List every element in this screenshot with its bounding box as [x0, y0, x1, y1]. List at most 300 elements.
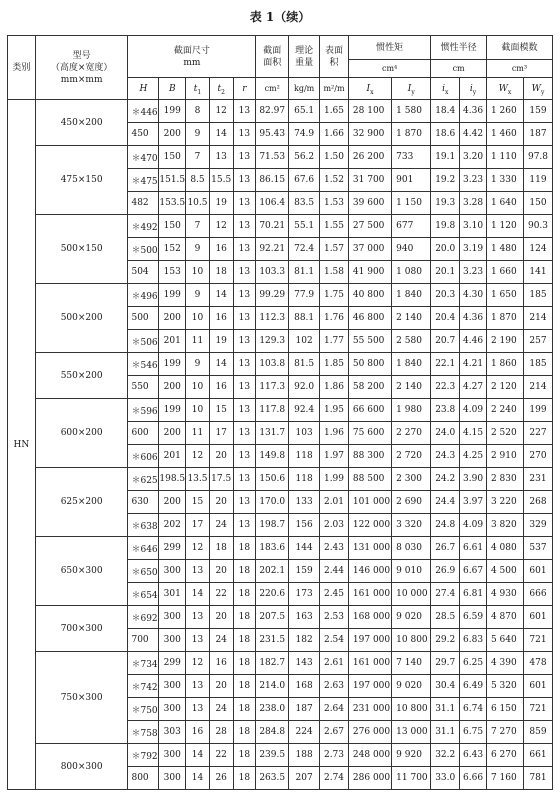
table-cell: 630	[128, 491, 159, 514]
table-cell: 2.43	[320, 537, 349, 560]
area-header	[256, 36, 289, 78]
table-cell: 4.36	[460, 307, 487, 330]
table-cell: 31 700	[348, 169, 391, 192]
table-cell: 131 000	[348, 537, 391, 560]
table-cell: 86.15	[256, 169, 289, 192]
table-cell: 13	[233, 422, 256, 445]
table-cell: 4 930	[486, 583, 523, 606]
table-cell: 18	[233, 629, 256, 652]
table-cell: 601	[524, 606, 553, 629]
table-cell: ＊650	[128, 560, 159, 583]
table-cell: 15.5	[209, 169, 233, 192]
table-cell: 26 200	[348, 146, 391, 169]
table-cell: 37 000	[348, 238, 391, 261]
table-cell: ＊734	[128, 652, 159, 675]
table-cell: 19	[209, 192, 233, 215]
model-cell: 625×200	[35, 468, 128, 537]
area-header-line1: 截面	[263, 45, 282, 56]
table-cell: 201	[159, 330, 186, 353]
table-cell: 66 600	[348, 399, 391, 422]
radius-header: 惯性半径	[431, 36, 487, 60]
table-cell: 201	[159, 445, 186, 468]
surface-header-line2: 积	[329, 57, 339, 68]
table-cell: 13	[233, 491, 256, 514]
table-cell: 18	[233, 606, 256, 629]
table-cell: 214.0	[256, 675, 289, 698]
table-cell: 10.5	[186, 192, 210, 215]
table-cell: 182	[289, 629, 320, 652]
table-cell: 537	[524, 537, 553, 560]
table-cell: 10 800	[392, 629, 431, 652]
table-cell: 2.64	[320, 698, 349, 721]
table-cell: 24.4	[431, 491, 460, 514]
table-cell: 2 240	[486, 399, 523, 422]
section-dims-label: 截面尺寸	[173, 45, 210, 56]
table-cell: 133	[289, 491, 320, 514]
table-cell: 185	[524, 284, 553, 307]
table-cell: 197 000	[348, 629, 391, 652]
table-cell: 198.5	[159, 468, 186, 491]
col-ix	[431, 78, 460, 100]
table-cell: 2.53	[320, 606, 349, 629]
table-cell: 1 460	[486, 123, 523, 146]
table-cell: 24.3	[431, 445, 460, 468]
table-cell: 20	[209, 560, 233, 583]
table-cell: 6.49	[460, 675, 487, 698]
table-cell: 6.61	[460, 537, 487, 560]
table-cell: 13	[233, 468, 256, 491]
table-cell: 75 600	[348, 422, 391, 445]
weight-header-line1: 理论	[295, 45, 314, 56]
table-cell: 800	[128, 767, 159, 790]
table-cell: 150	[159, 146, 186, 169]
table-title: 表 1（续）	[249, 10, 311, 24]
table-cell: 7 160	[486, 767, 523, 790]
table-cell: 13	[233, 399, 256, 422]
col-H: H	[128, 78, 159, 100]
table-cell: 286 000	[348, 767, 391, 790]
table-cell: 3 820	[486, 514, 523, 537]
table-cell: 18.6	[431, 123, 460, 146]
table-cell: 14	[209, 353, 233, 376]
table-cell: 4.46	[460, 330, 487, 353]
table-cell: ＊470	[128, 146, 159, 169]
table-cell: 3.23	[460, 169, 487, 192]
table-cell: 12	[209, 100, 233, 123]
table-cell: 122 000	[348, 514, 391, 537]
table-cell: 9 020	[392, 606, 431, 629]
table-cell: 1.57	[320, 238, 349, 261]
table-cell: 81.5	[289, 353, 320, 376]
table-cell: 1.96	[320, 422, 349, 445]
table-cell: 2 830	[486, 468, 523, 491]
table-cell: 141	[524, 261, 553, 284]
table-cell: 18	[233, 721, 256, 744]
table-cell: 13	[186, 560, 210, 583]
radius-unit: cm	[431, 60, 487, 78]
table-cell: 257	[524, 330, 553, 353]
table-cell: 10	[186, 307, 210, 330]
table-cell: 185	[524, 353, 553, 376]
table-cell: 478	[524, 652, 553, 675]
table-cell: 4.21	[460, 353, 487, 376]
model-cell: 475×150	[35, 146, 128, 215]
table-cell: 22.3	[431, 376, 460, 399]
table-cell: 1.58	[320, 261, 349, 284]
table-cell: 41 900	[348, 261, 391, 284]
table-cell: 1.95	[320, 399, 349, 422]
table-cell: 150.6	[256, 468, 289, 491]
model-cell: 550×200	[35, 353, 128, 399]
table-cell: 301	[159, 583, 186, 606]
table-cell: 19.8	[431, 215, 460, 238]
table-cell: 721	[524, 629, 553, 652]
table-cell: 3.10	[460, 215, 487, 238]
table-cell: 150	[524, 192, 553, 215]
table-cell: 6.59	[460, 606, 487, 629]
table-cell: 2 140	[392, 376, 431, 399]
table-cell: 4.30	[460, 284, 487, 307]
table-cell: 18	[233, 537, 256, 560]
table-cell: 20	[209, 445, 233, 468]
table-cell: 2 910	[486, 445, 523, 468]
table-cell: 22.1	[431, 353, 460, 376]
table-cell: 1 120	[486, 215, 523, 238]
table-cell: 2.54	[320, 629, 349, 652]
table-cell: 168	[289, 675, 320, 698]
table-cell: 70.21	[256, 215, 289, 238]
table-cell: 276 000	[348, 721, 391, 744]
table-cell: 13	[233, 238, 256, 261]
table-cell: 198.7	[256, 514, 289, 537]
table-cell: 17.5	[209, 468, 233, 491]
table-cell: 72.4	[289, 238, 320, 261]
table-cell: 11	[186, 422, 210, 445]
table-cell: ＊546	[128, 353, 159, 376]
table-cell: 11 700	[392, 767, 431, 790]
modulus-unit: cm³	[486, 60, 552, 78]
table-row	[8, 146, 553, 169]
table-cell: 197 000	[348, 675, 391, 698]
table-cell: 19.2	[431, 169, 460, 192]
table-cell: 9	[186, 284, 210, 307]
table-cell: 118	[289, 468, 320, 491]
table-cell: 8	[186, 100, 210, 123]
table-cell: 27.4	[431, 583, 460, 606]
table-cell: 7 140	[392, 652, 431, 675]
table-cell: 16	[209, 376, 233, 399]
table-cell: 15	[186, 491, 210, 514]
model-cell: 500×150	[35, 215, 128, 284]
model-cell: 600×200	[35, 399, 128, 468]
table-cell: 10	[186, 261, 210, 284]
col-iy-symbol: i	[469, 83, 473, 94]
table-cell: 1.50	[320, 146, 349, 169]
table-cell: 92.21	[256, 238, 289, 261]
table-cell: 20.3	[431, 284, 460, 307]
model-header	[35, 36, 128, 100]
table-cell: ＊496	[128, 284, 159, 307]
table-cell: 26.9	[431, 560, 460, 583]
table-cell: 4.25	[460, 445, 487, 468]
table-cell: ＊646	[128, 537, 159, 560]
table-cell: 666	[524, 583, 553, 606]
table-cell: 13	[233, 169, 256, 192]
col-Wx	[486, 78, 523, 100]
table-cell: 30.4	[431, 675, 460, 698]
table-cell: 1.86	[320, 376, 349, 399]
table-cell: 28	[209, 721, 233, 744]
table-cell: 601	[524, 675, 553, 698]
weight-unit: kg/m	[289, 78, 320, 100]
table-cell: 24	[209, 698, 233, 721]
table-cell: 1.77	[320, 330, 349, 353]
table-cell: 248 000	[348, 744, 391, 767]
table-cell: ＊742	[128, 675, 159, 698]
table-cell: 39 600	[348, 192, 391, 215]
table-cell: 284.8	[256, 721, 289, 744]
table-cell: 13	[233, 284, 256, 307]
col-Iy	[392, 78, 431, 100]
table-cell: 13	[186, 606, 210, 629]
table-cell: 56.2	[289, 146, 320, 169]
table-cell: 15	[209, 399, 233, 422]
table-cell: 2.67	[320, 721, 349, 744]
table-cell: 159	[524, 100, 553, 123]
table-cell: 6.43	[460, 744, 487, 767]
table-cell: 18.4	[431, 100, 460, 123]
table-cell: 214	[524, 376, 553, 399]
table-cell: 12	[186, 537, 210, 560]
table-cell: ＊692	[128, 606, 159, 629]
table-cell: 1.53	[320, 192, 349, 215]
table-cell: 303	[159, 721, 186, 744]
model-cell: 800×300	[35, 744, 128, 790]
col-t2-sub: 2	[221, 88, 225, 96]
col-ix-sub: x	[444, 88, 449, 96]
table-cell: 1 330	[486, 169, 523, 192]
inertia-header: 惯性矩	[348, 36, 430, 60]
table-cell: 1.76	[320, 307, 349, 330]
table-cell: 9 010	[392, 560, 431, 583]
col-B: B	[159, 78, 186, 100]
table-cell: 13	[233, 353, 256, 376]
section-dims-header	[128, 36, 256, 78]
table-cell: 18	[209, 537, 233, 560]
table-cell: 19.1	[431, 146, 460, 169]
table-cell: 18	[233, 698, 256, 721]
table-cell: 1.85	[320, 353, 349, 376]
table-cell: 4 080	[486, 537, 523, 560]
table-cell: 28 100	[348, 100, 391, 123]
table-cell: 124	[524, 238, 553, 261]
table-cell: 220.6	[256, 583, 289, 606]
table-cell: 19.3	[431, 192, 460, 215]
col-t2-symbol: t	[217, 83, 222, 94]
table-cell: 97.8	[524, 146, 553, 169]
table-cell: 168 000	[348, 606, 391, 629]
table-cell: 117.8	[256, 399, 289, 422]
table-cell: 300	[159, 744, 186, 767]
table-row	[8, 215, 553, 238]
table-cell: 1 480	[486, 238, 523, 261]
table-cell: 24	[209, 514, 233, 537]
table-cell: 13	[209, 146, 233, 169]
table-cell: 9 920	[392, 744, 431, 767]
table-cell: 4 500	[486, 560, 523, 583]
table-cell: 26.7	[431, 537, 460, 560]
table-cell: 102	[289, 330, 320, 353]
table-cell: 7 270	[486, 721, 523, 744]
table-cell: 20	[209, 491, 233, 514]
table-row	[8, 100, 553, 123]
table-cell: 17	[209, 422, 233, 445]
table-cell: 2.74	[320, 767, 349, 790]
table-cell: 18	[233, 560, 256, 583]
table-cell: ＊500	[128, 238, 159, 261]
table-cell: 13	[233, 192, 256, 215]
table-cell: ＊475	[128, 169, 159, 192]
table-cell: 3 220	[486, 491, 523, 514]
surface-header	[320, 36, 349, 78]
table-cell: 4 870	[486, 606, 523, 629]
table-cell: 13	[233, 123, 256, 146]
table-row	[8, 284, 553, 307]
table-cell: 199	[159, 399, 186, 422]
table-cell: 144	[289, 537, 320, 560]
table-cell: 1.75	[320, 284, 349, 307]
table-cell: 3.97	[460, 491, 487, 514]
table-cell: 202	[159, 514, 186, 537]
table-cell: 1 840	[392, 353, 431, 376]
table-cell: 268	[524, 491, 553, 514]
table-cell: ＊606	[128, 445, 159, 468]
table-cell: 92.0	[289, 376, 320, 399]
table-cell: 500	[128, 307, 159, 330]
table-cell: 2.45	[320, 583, 349, 606]
col-t1-sub: 1	[197, 88, 202, 96]
table-cell: 161 000	[348, 652, 391, 675]
table-cell: 55.1	[289, 215, 320, 238]
table-cell: 3 320	[392, 514, 431, 537]
table-cell: 146 000	[348, 560, 391, 583]
table-cell: 214	[524, 307, 553, 330]
table-cell: 99.29	[256, 284, 289, 307]
table-cell: 4.15	[460, 422, 487, 445]
table-cell: 6.81	[460, 583, 487, 606]
table-cell: 90.3	[524, 215, 553, 238]
col-r: r	[233, 78, 256, 100]
col-Wx-sub: x	[507, 88, 512, 96]
col-Wx-symbol: W	[498, 83, 508, 94]
table-cell: 14	[186, 744, 210, 767]
table-cell: 13	[233, 261, 256, 284]
table-cell: 187	[524, 123, 553, 146]
table-cell: 20.0	[431, 238, 460, 261]
table-cell: ＊492	[128, 215, 159, 238]
model-header-sub: （高度×宽度）	[50, 62, 113, 73]
col-ix-symbol: i	[442, 83, 445, 94]
table-cell: 20.7	[431, 330, 460, 353]
table-cell: 173	[289, 583, 320, 606]
table-cell: 112.3	[256, 307, 289, 330]
table-cell: 16	[209, 238, 233, 261]
table-cell: 23.8	[431, 399, 460, 422]
table-cell: 9	[186, 238, 210, 261]
table-cell: 231.5	[256, 629, 289, 652]
table-cell: 200	[159, 123, 186, 146]
col-Ix-sub: x	[370, 88, 374, 96]
col-Iy-symbol: I	[407, 83, 412, 94]
table-cell: 103.3	[256, 261, 289, 284]
table-cell: 207.5	[256, 606, 289, 629]
table-cell: 24	[209, 629, 233, 652]
table-row	[8, 606, 553, 629]
section-dims-unit: mm	[183, 57, 201, 68]
table-cell: 151.5	[159, 169, 186, 192]
table-cell: 2.61	[320, 652, 349, 675]
table-cell: 2 720	[392, 445, 431, 468]
table-cell: 1 110	[486, 146, 523, 169]
table-cell: 77.9	[289, 284, 320, 307]
table-cell: 159	[289, 560, 320, 583]
table-cell: 40 800	[348, 284, 391, 307]
weight-header	[289, 36, 320, 78]
table-cell: 58 200	[348, 376, 391, 399]
table-cell: 4.36	[460, 100, 487, 123]
table-cell: ＊792	[128, 744, 159, 767]
table-cell: 1 870	[486, 307, 523, 330]
table-cell: 299	[159, 537, 186, 560]
table-cell: 183.6	[256, 537, 289, 560]
table-cell: 22	[209, 583, 233, 606]
table-cell: 1.97	[320, 445, 349, 468]
table-cell: 3.28	[460, 192, 487, 215]
table-cell: 6.66	[460, 767, 487, 790]
table-cell: 170.0	[256, 491, 289, 514]
table-cell: 143	[289, 652, 320, 675]
table-cell: 8.5	[186, 169, 210, 192]
table-cell: 1.66	[320, 123, 349, 146]
table-cell: 103.8	[256, 353, 289, 376]
table-cell: 199	[159, 100, 186, 123]
table-cell: 300	[159, 698, 186, 721]
table-cell: 2.44	[320, 560, 349, 583]
table-cell: 4.27	[460, 376, 487, 399]
table-cell: 7	[186, 215, 210, 238]
table-cell: 187	[289, 698, 320, 721]
table-cell: 3.23	[460, 261, 487, 284]
table-cell: 1 580	[392, 100, 431, 123]
table-cell: 1.52	[320, 169, 349, 192]
table-cell: 13	[233, 330, 256, 353]
table-cell: 22	[209, 744, 233, 767]
table-cell: 13	[233, 146, 256, 169]
category-header: 类别	[8, 36, 36, 100]
table-cell: ＊506	[128, 330, 159, 353]
table-cell: 1 980	[392, 399, 431, 422]
table-cell: 300	[159, 767, 186, 790]
table-cell: 20	[209, 675, 233, 698]
table-cell: 13	[233, 376, 256, 399]
table-cell: 781	[524, 767, 553, 790]
category-cell: HN	[8, 100, 36, 790]
table-cell: 13	[186, 675, 210, 698]
table-cell: 161 000	[348, 583, 391, 606]
table-cell: 31.1	[431, 698, 460, 721]
table-cell: 721	[524, 698, 553, 721]
table-cell: 2.01	[320, 491, 349, 514]
